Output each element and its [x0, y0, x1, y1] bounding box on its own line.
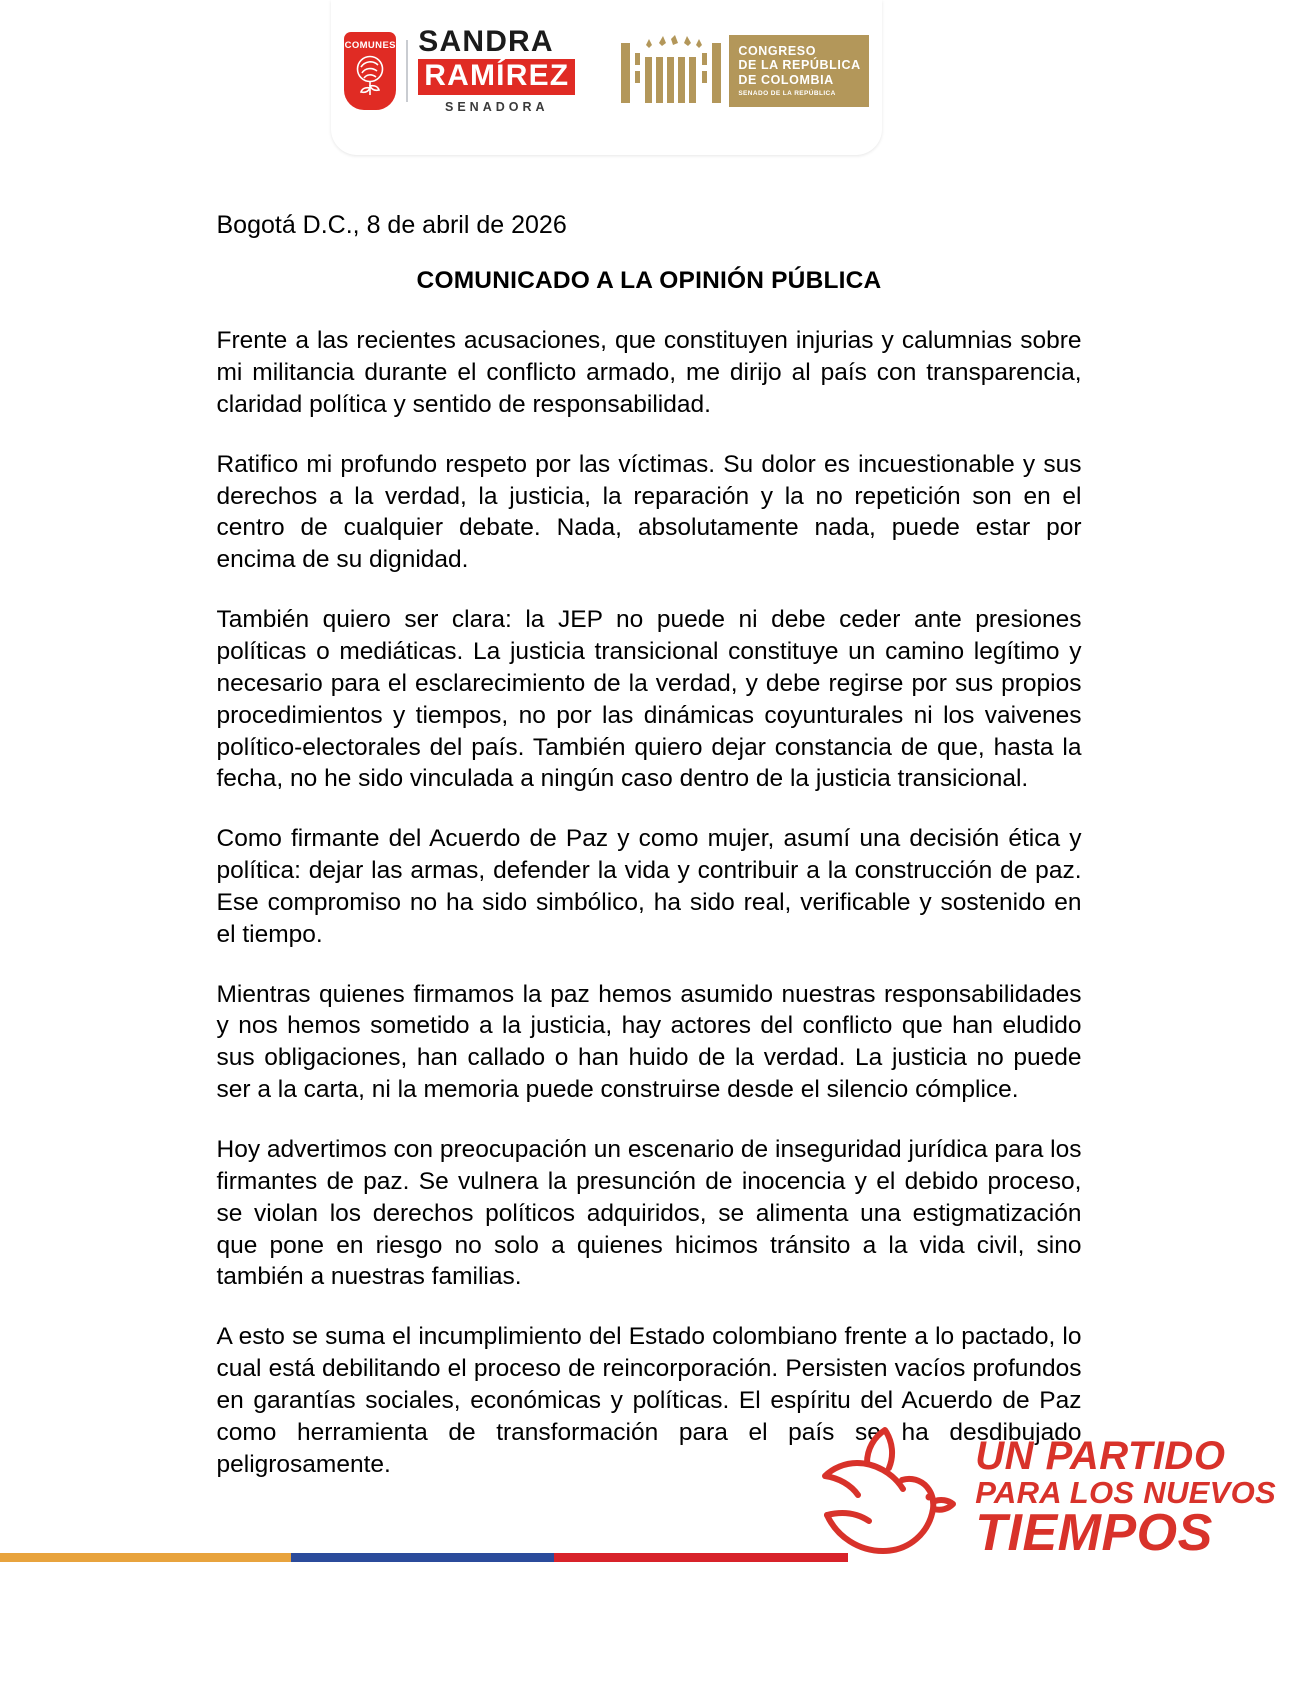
paragraph: Hoy advertimos con preocupación un escenario de inseguridad jurídica para los firmantes de paz. Se vulnera la presunción de inocencia y el debido proceso, se violan los derechos políticos adquiridos, se alimenta una estigmatización que pone en riesgo no solo a quienes hicimos tránsito a la vida civil, sino también a nuestras familias. [216, 1135, 1082, 1291]
paragraph: Como firmante del Acuerdo de Paz y como mujer, asumí una decisión ética y política: dejar las armas, defender la vida y contribuir a la construcción de paz. Ese compromiso no ha sido simbólico, ha sido real, verificable y sostenido en el tiempo. [216, 825, 1082, 948]
senator-nameplate [418, 27, 575, 114]
logo-divider [406, 40, 408, 102]
flag-rule-blue [291, 1553, 554, 1562]
letterhead-banner [331, 0, 882, 155]
paragraph: Frente a las recientes acusaciones, que constituyen injurias y calumnias sobre mi militancia durante el conflicto armado, me dirijo al país con transparencia, claridad política y sentido de responsabilidad. [216, 327, 1082, 418]
rose-fist-icon [350, 52, 390, 98]
congress-line-3: DE COLOMBIA [738, 72, 834, 87]
document-page [0, 155, 1298, 1505]
paragraph: También quiero ser clara: la JEP no puede ni debe ceder ante presiones políticas o mediáticas. La justicia transicional constituye un camino legítimo y necesario para el esclarecimiento de la verdad, y debe regirse por sus propios procedimientos y tiempos, no por las dinámicas coyunturales ni los vaivenes político-electorales del país. También quiero dejar constancia de que, hasta la fecha, no he sido vinculada a ningún caso dentro de la justicia transicional. [216, 606, 1082, 793]
congress-line-4: SENADO DE LA REPÚBLICA [738, 90, 836, 98]
comunes-sandra-ramirez-logo [344, 27, 575, 114]
flag-rule-yellow [0, 1553, 291, 1562]
document-footer [0, 1401, 1298, 1691]
congress-text-block [729, 35, 868, 107]
slogan-text [975, 1433, 1276, 1563]
congress-line-2: DE LA REPÚBLICA [738, 58, 861, 73]
flag-rule-red [554, 1553, 848, 1562]
slogan-line-2: PARA LOS NUEVOS [975, 1475, 1276, 1511]
paragraph: Ratifico mi profundo respeto por las víctimas. Su dolor es incuestionable y sus derechos a la verdad, la justicia, la reparación y la no repetición son en el centro de cualquier debate. Nada, absolutamente nada, puede estar por encima de su dignidad. [216, 450, 1082, 574]
congress-of-colombia-logo [619, 35, 868, 107]
comunes-wordmark: COMUNES [344, 39, 396, 51]
senator-role: SENADORA [445, 100, 549, 115]
slogan-line-1: UN PARTIDO [975, 1433, 1226, 1478]
comunes-shield-logo [344, 32, 396, 110]
dateline: Bogotá D.C., 8 de abril de 2026 [216, 211, 567, 239]
capitol-columns-icon [619, 35, 723, 107]
senator-first-name: SANDRA [418, 25, 554, 59]
document-content [217, 210, 1082, 1480]
colombia-flag-rule [0, 1553, 848, 1562]
document-title: COMUNICADO A LA OPINIÓN PÚBLICA [416, 267, 882, 295]
paragraph: A esto se suma el incumplimiento del Estado colombiano frente a lo pactado, lo cual está debilitando el proceso de reincorporación. Persisten vacíos profundos en garantías sociales, económicas y políticas. El espíritu del Acuerdo de Paz como herramienta de transformación para el país se ha desdibujado peligrosamente. [216, 1323, 1082, 1478]
dove-eye-icon [926, 1494, 933, 1501]
dove-icon [807, 1423, 967, 1573]
senator-last-name: RAMÍREZ [418, 59, 575, 95]
slogan-line-3: TIEMPOS [975, 1504, 1213, 1563]
congress-line-1: CONGRESO [738, 43, 817, 58]
party-slogan-lockup [807, 1423, 1276, 1573]
paragraph: Mientras quienes firmamos la paz hemos asumido nuestras responsabilidades y nos hemos sometido a la justicia, hay actores del conflicto que han eludido sus obligaciones, han callado o han huido de la verdad. La justicia no puede ser a la carta, ni la memoria puede construirse desde el silencio cómplice. [216, 980, 1082, 1104]
